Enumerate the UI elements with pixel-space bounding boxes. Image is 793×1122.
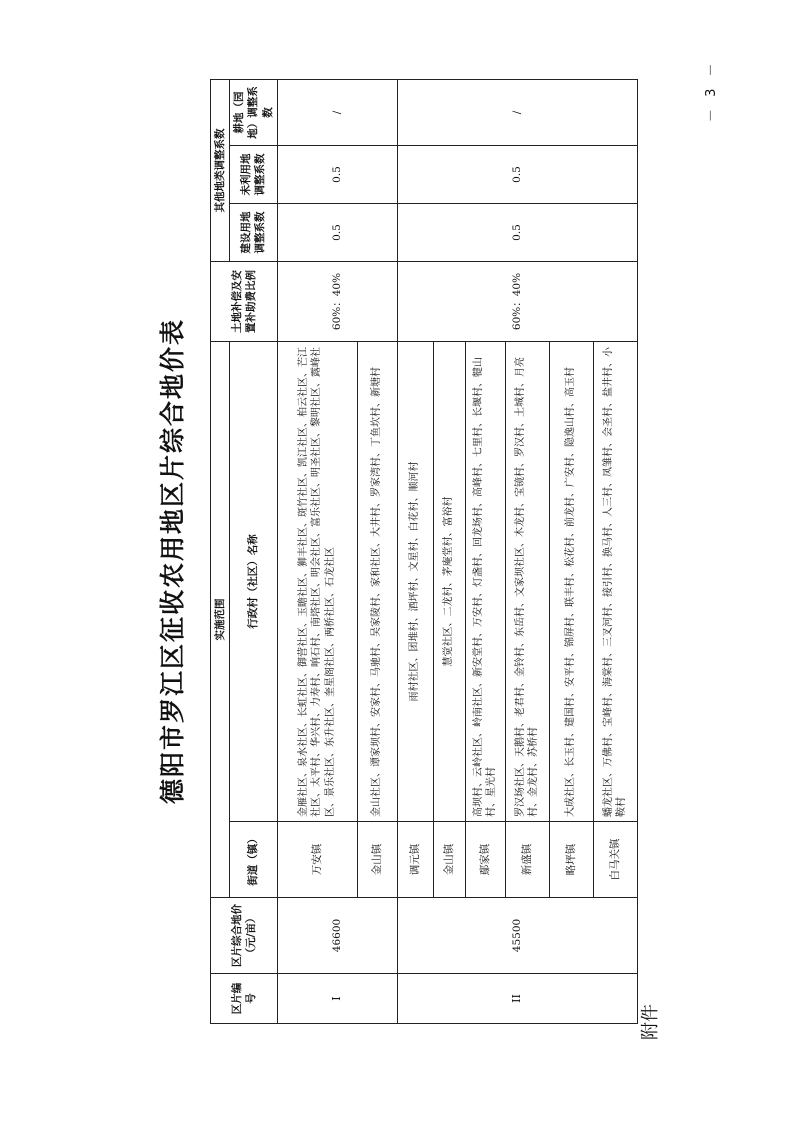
unused-coeff-cell: 0.5	[397, 146, 637, 204]
town-cell: 白马关镇	[593, 822, 637, 898]
village-list-cell: 金山社区、谭家坝村、安家村、马驰村、吴家陵村、家和社区、大井村、罗家湾村、丁鱼坎村、新塘村	[357, 342, 397, 822]
ratio-cell: 60%：40%	[277, 262, 397, 342]
page-title: 德阳市罗江区征收农用地区片综合地价表	[158, 318, 187, 805]
town-cell: 万安镇	[277, 822, 357, 898]
town-cell: 金山镇	[357, 822, 397, 898]
table-row	[277, 80, 357, 1024]
town-cell: 金山镇	[433, 822, 465, 898]
zone-price-cell: 46600	[277, 898, 397, 974]
zone-price-cell: 45500	[397, 898, 637, 974]
farmland-coeff-cell: /	[397, 80, 637, 146]
header-zone-price: 区片综合地价（元/亩）	[211, 898, 278, 974]
page-number: － 3 －	[704, 59, 719, 122]
header-village-names: 行政村（社区）名称	[230, 342, 278, 822]
land-price-table	[210, 79, 638, 1024]
farmland-coeff-cell: /	[277, 80, 397, 146]
town-cell: 调元镇	[397, 822, 433, 898]
zone-id-cell: II	[397, 974, 637, 1024]
header-street-town: 街道（镇）	[230, 822, 278, 898]
construction-coeff-cell: 0.5	[397, 204, 637, 262]
village-list-cell: 雨村社区、团堆村、酒坪村、文星村、白花村、顺河村	[397, 342, 433, 822]
village-list-cell: 慧觉社区、二龙村、茅庵堂村、富裕村	[433, 342, 465, 822]
attachment-label: 附件	[640, 1004, 661, 1040]
unused-coeff-cell: 0.5	[277, 146, 397, 204]
town-cell: 略坪镇	[549, 822, 593, 898]
village-list-cell: 蟠龙社区、万佛村、宝峰村、海棠村、三叉河村、接引村、换马村、人三村、凤雏村、会圣村、盐井村、小鞍村	[593, 342, 637, 822]
village-list-cell: 罗汉场社区、天鹅村、老君村、金铃村、东岳村、文家坝社区、木龙村、宝镜村、罗汉村、土城村、月亮村、金龙村、苏桥村	[505, 342, 549, 822]
header-unused-coeff: 未利用地调整系数	[230, 146, 278, 204]
table-row	[397, 80, 433, 1024]
village-list-cell: 高坝村、云岭社区、岭南社区、新安堂村、万安村、灯盏村、回龙场村、高峰村、七里村、长堰村、犍山村、星光村	[465, 342, 505, 822]
town-cell: 鄢家镇	[465, 822, 505, 898]
header-farmland-coeff: 耕地（园地）调整系数	[230, 80, 278, 146]
header-zone-id: 区片编号	[211, 974, 278, 1024]
header-construction-coeff: 建设用地调整系数	[230, 204, 278, 262]
header-other-coeff: 其他地类调整系数	[211, 80, 230, 262]
ratio-cell: 60%：40%	[397, 262, 637, 342]
header-compensation-ratio: 土地补偿及安置补助费比例	[211, 262, 278, 342]
village-list-cell: 大成社区、长玉村、建国村、安平村、锦屏村、联丰村、松花村、前龙村、广安村、隐逸山村、高玉村	[549, 342, 593, 822]
header-scope: 实施范围	[211, 342, 230, 898]
town-cell: 新盛镇	[505, 822, 549, 898]
village-list-cell: 金雁社区、泉水社区、长虹社区、御营社区、玉瞻社区、狮丰社区、斑竹社区、凯江社区、柏云社区、芒江社区、太平村、华兴村、力寿村、响石村、南塔社区、明会社区、富乐社区、明圣社区、黎明社区、露峰社区、景乐社区、东升社区、奎星阁社区、两桥社区、石龙社区	[277, 342, 357, 822]
zone-id-cell: I	[277, 974, 397, 1024]
construction-coeff-cell: 0.5	[277, 204, 397, 262]
header-row-1	[211, 80, 230, 1024]
